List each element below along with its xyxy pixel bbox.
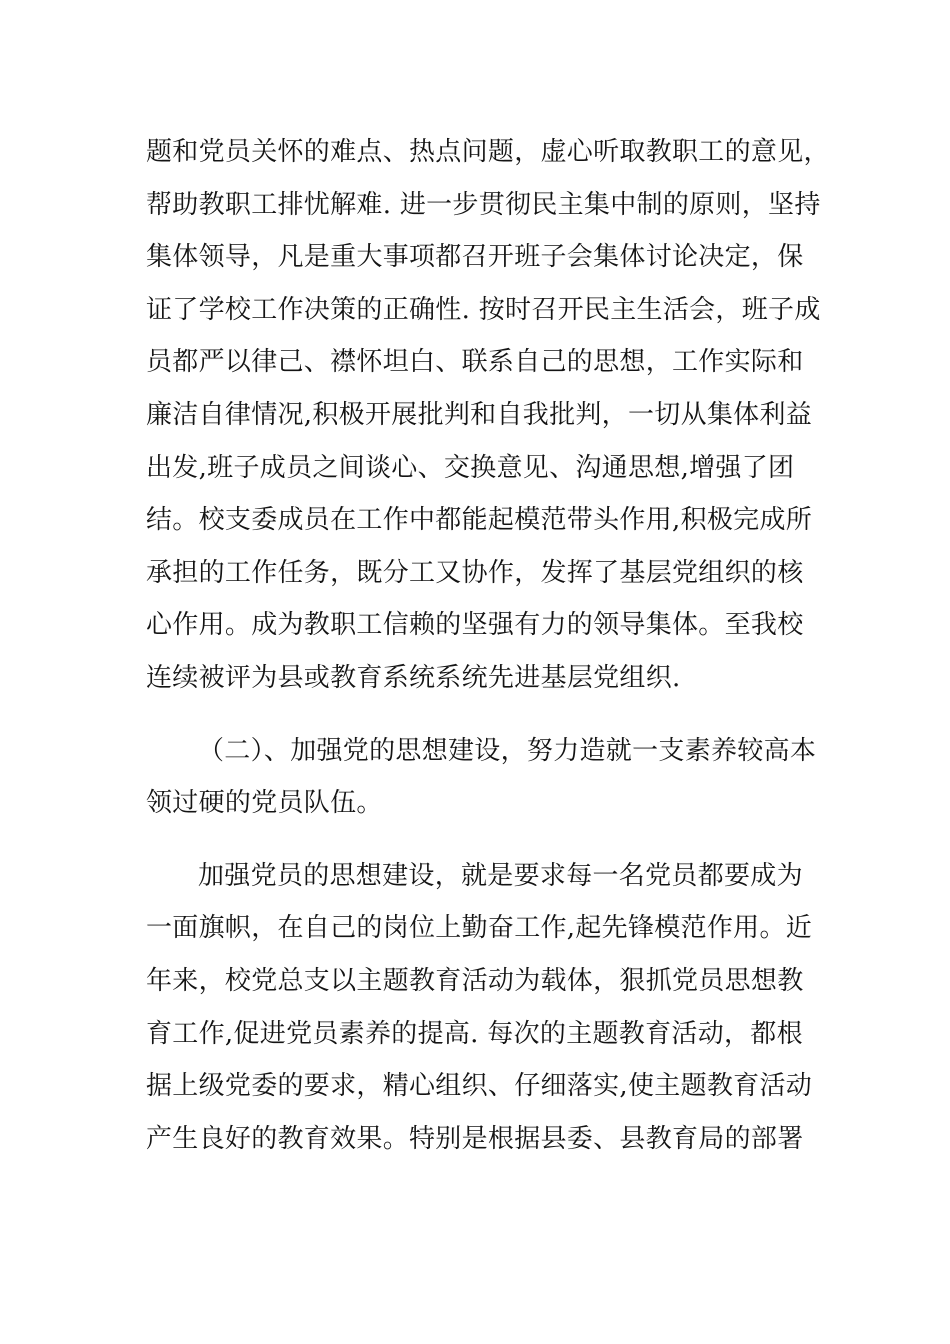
paragraph — [146, 126, 830, 705]
text-line: 产生良好的教育效果。特别是根据县委、县教育局的部署 — [146, 1123, 804, 1154]
text-line: 承担的工作任务，既分工又协作，发挥了基层党组织的核 — [146, 557, 804, 588]
text-line: 心作用。成为教职工信赖的坚强有力的领导集体。至我校 — [146, 610, 804, 641]
text-line: 帮助教职工排忧解难. 进一步贯彻民主集中制的原则，坚持 — [146, 189, 821, 220]
text-line: 出发,班子成员之间谈心、交换意见、沟通思想,增强了团 — [146, 452, 795, 483]
paragraph-spacer — [146, 830, 811, 850]
text-line: 一面旗帜，在自己的岗位上勤奋工作,起先锋模范作用。近 — [146, 913, 813, 944]
text-line: 题和党员关怀的难点、热点问题，虚心听取教职工的意见， — [146, 137, 830, 167]
paragraph-spacer — [146, 705, 811, 725]
text-line: 连续被评为县或教育系统系统先进基层党组织. — [146, 662, 681, 693]
text-line: 员都严以律己、襟怀坦白、联系自己的思想，工作实际和 — [146, 347, 804, 378]
text-line: 结。校支委成员在工作中都能起模范带头作用,积极完成所 — [146, 505, 813, 536]
text-line: 证了学校工作决策的正确性. 按时召开民主生活会，班子成 — [146, 294, 821, 325]
body-text — [146, 126, 830, 1165]
section-heading-line: （二）、加强党的思想建设，努力造就一支素养较高本 — [198, 735, 817, 766]
section-heading-paragraph — [146, 725, 817, 830]
text-line: 加强党员的思想建设，就是要求每一名党员都要成为 — [198, 860, 803, 891]
text-line: 年来，校党总支以主题教育活动为载体，狠抓党员思想教 — [146, 965, 804, 996]
text-line: 集体领导，凡是重大事项都召开班子会集体讨论决定，保 — [146, 242, 804, 273]
section-heading-line: 领过硬的党员队伍。 — [146, 788, 383, 819]
text-line: 廉洁自律情况,积极开展批判和自我批判，一切从集体利益 — [146, 399, 813, 430]
text-line: 育工作,促进党员素养的提高. 每次的主题教育活动，都根 — [146, 1018, 803, 1049]
paragraph — [146, 850, 811, 1166]
text-line: 据上级党委的要求，精心组织、仔细落实,使主题教育活动 — [146, 1071, 813, 1102]
